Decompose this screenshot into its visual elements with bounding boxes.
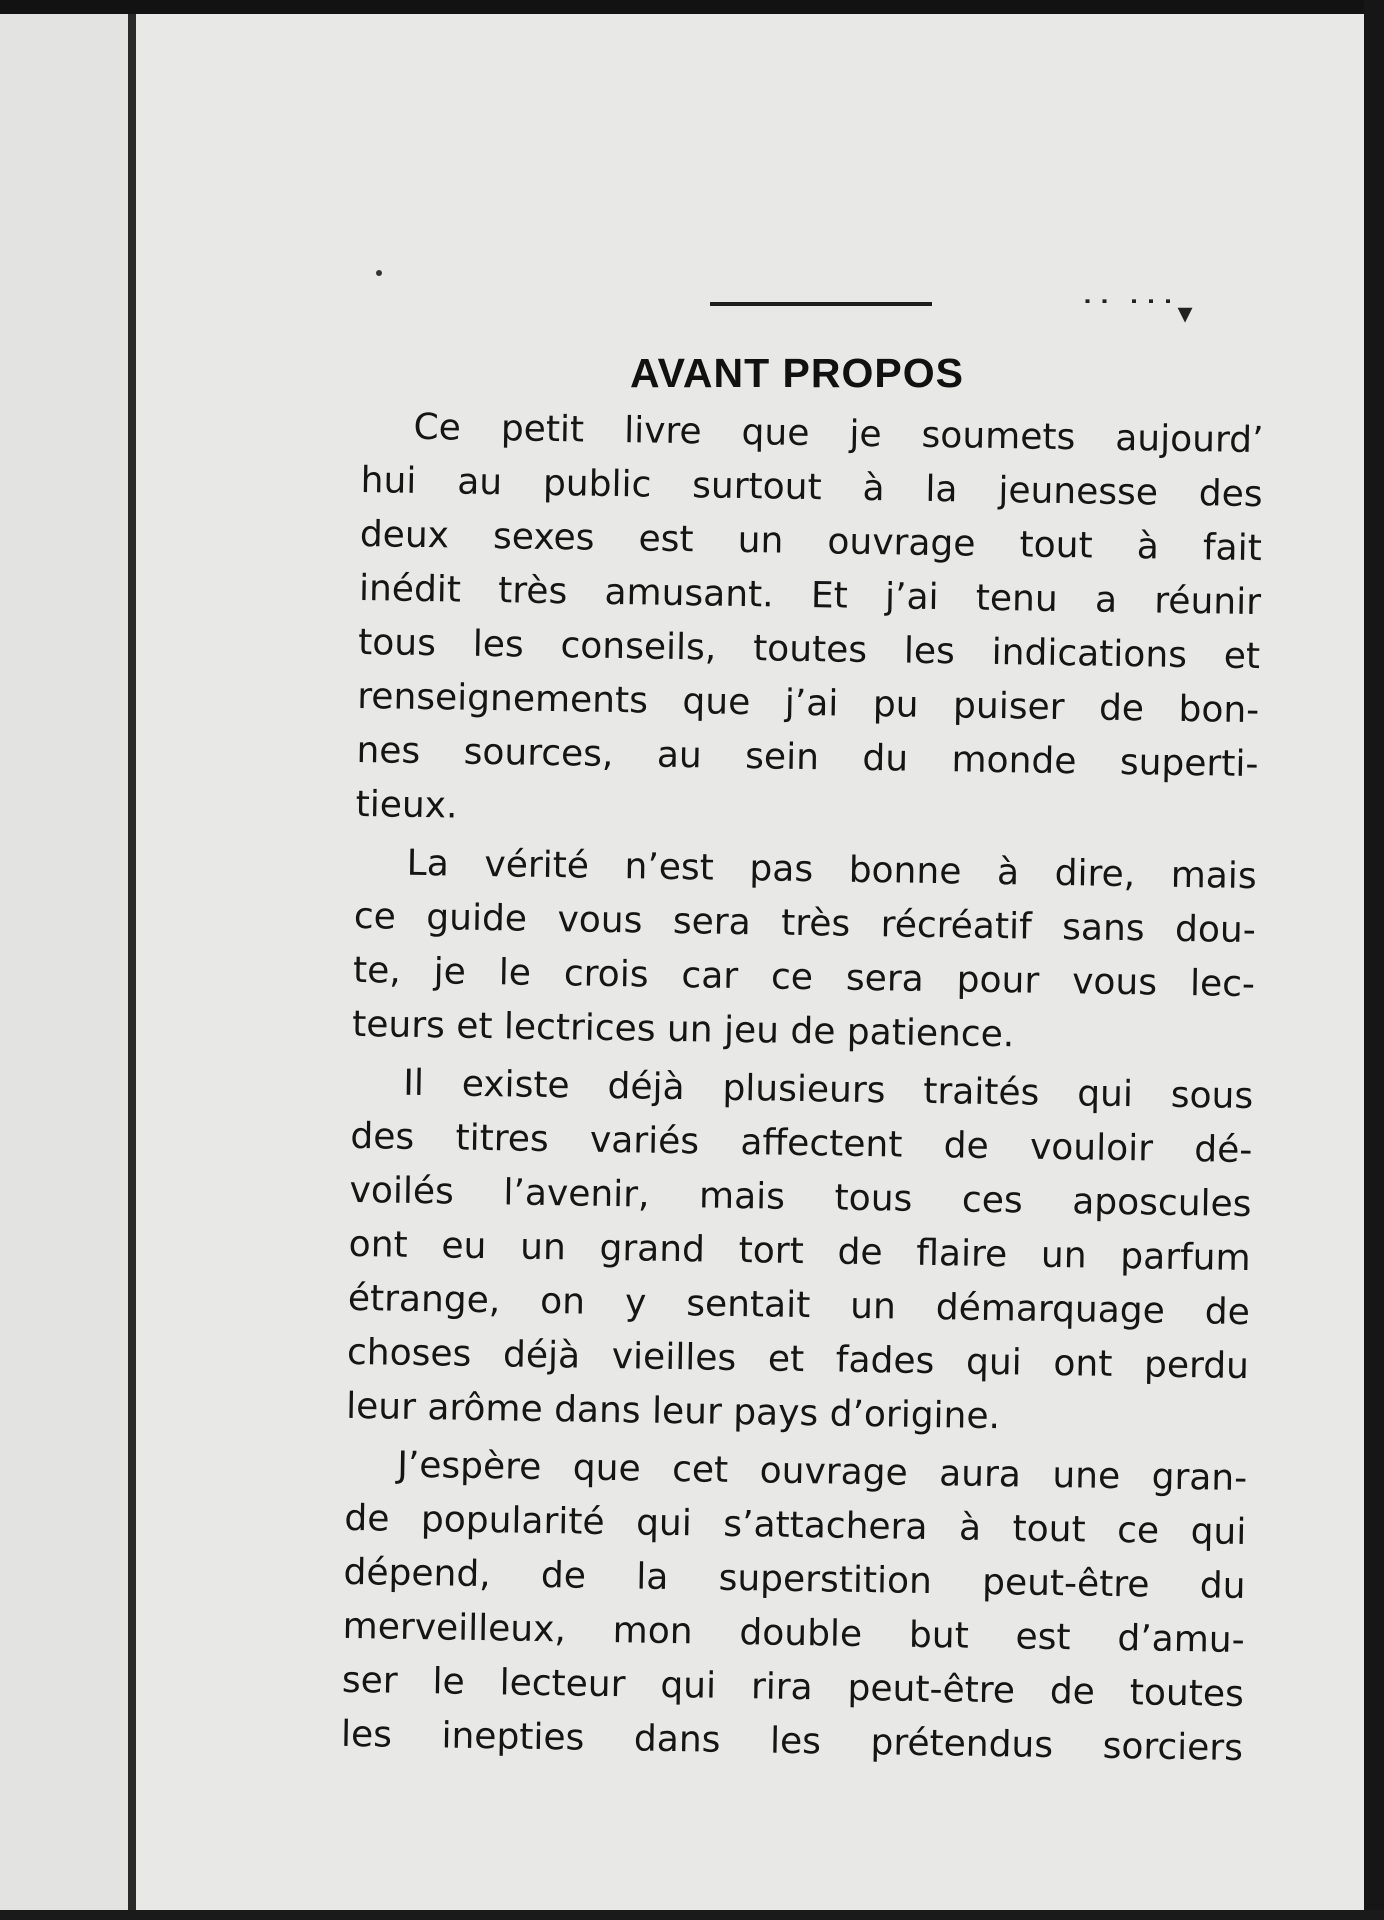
text-line: ce guide vous sera très récréatif sans dou- <box>353 895 1257 952</box>
page-heading: AVANT PROPOS <box>630 350 964 396</box>
text-line: de popularité qui s’attachera à tout ce qui <box>344 1497 1247 1554</box>
text-line: teurs et lectrices un jeu de patience. <box>351 1003 1015 1056</box>
text-line: te, je le crois car ce sera pour vous lec- <box>352 949 1256 1006</box>
paragraph-2 <box>352 836 1257 1066</box>
text-line: voilés l’avenir, mais tous ces aposcules <box>349 1169 1252 1226</box>
text-line: ser le lecteur qui rira peut-être de toutes <box>341 1659 1245 1716</box>
ink-speck <box>376 270 382 276</box>
page-gutter-line <box>128 14 136 1914</box>
text-line: merveilleux, mon double but est d’amu- <box>342 1605 1245 1662</box>
text-line: deux sexes est un ouvrage tout à fait <box>359 513 1263 570</box>
text-line: J’espère que cet ouvrage aura une gran- <box>396 1444 1248 1500</box>
text-line: leur arôme dans leur pays d’origine. <box>345 1385 1001 1438</box>
left-margin <box>0 14 128 1910</box>
text-line: tous les conseils, toutes les indications et <box>357 621 1261 678</box>
text-line: Il existe déjà plusieurs traités qui sous <box>402 1062 1254 1118</box>
text-line: nes sources, au sein du monde superti- <box>356 729 1259 786</box>
text-line: des titres variés affectent de vouloir dé- <box>350 1115 1253 1172</box>
ink-blemish: ˙˙ ˙˙˙▾ <box>1080 296 1195 331</box>
paragraph-3 <box>346 1056 1254 1448</box>
text-line: tieux. <box>355 783 458 827</box>
text-line: hui au public surtout à la jeunesse des <box>360 459 1263 516</box>
text-line: les inepties dans les prétendus sorciers <box>340 1713 1244 1770</box>
text-line: renseignements que j’ai pu puiser de bon- <box>357 675 1260 732</box>
paragraph-4 <box>341 1438 1248 1776</box>
scan-right-edge <box>1364 0 1384 1920</box>
text-line: ont eu un grand tort de flaire un parfum <box>348 1223 1251 1280</box>
header-rule <box>710 302 932 306</box>
paragraph-1 <box>355 400 1264 846</box>
text-line: La vérité n’est pas bonne à dire, mais <box>406 842 1257 898</box>
text-line: choses déjà vieilles et fades qui ont perdu <box>346 1331 1250 1388</box>
text-line: dépend, de la superstition peut-être du <box>343 1551 1246 1608</box>
text-line: inédit très amusant. Et j’ai tenu a réunir <box>358 567 1262 624</box>
text-line: Ce petit livre que je soumets aujourd’ <box>413 406 1264 462</box>
scan-top-edge <box>0 0 1384 14</box>
text-line: étrange, on y sentait un démarquage de <box>347 1277 1251 1334</box>
body-text <box>341 400 1264 1780</box>
scan-bottom-edge <box>0 1910 1384 1920</box>
